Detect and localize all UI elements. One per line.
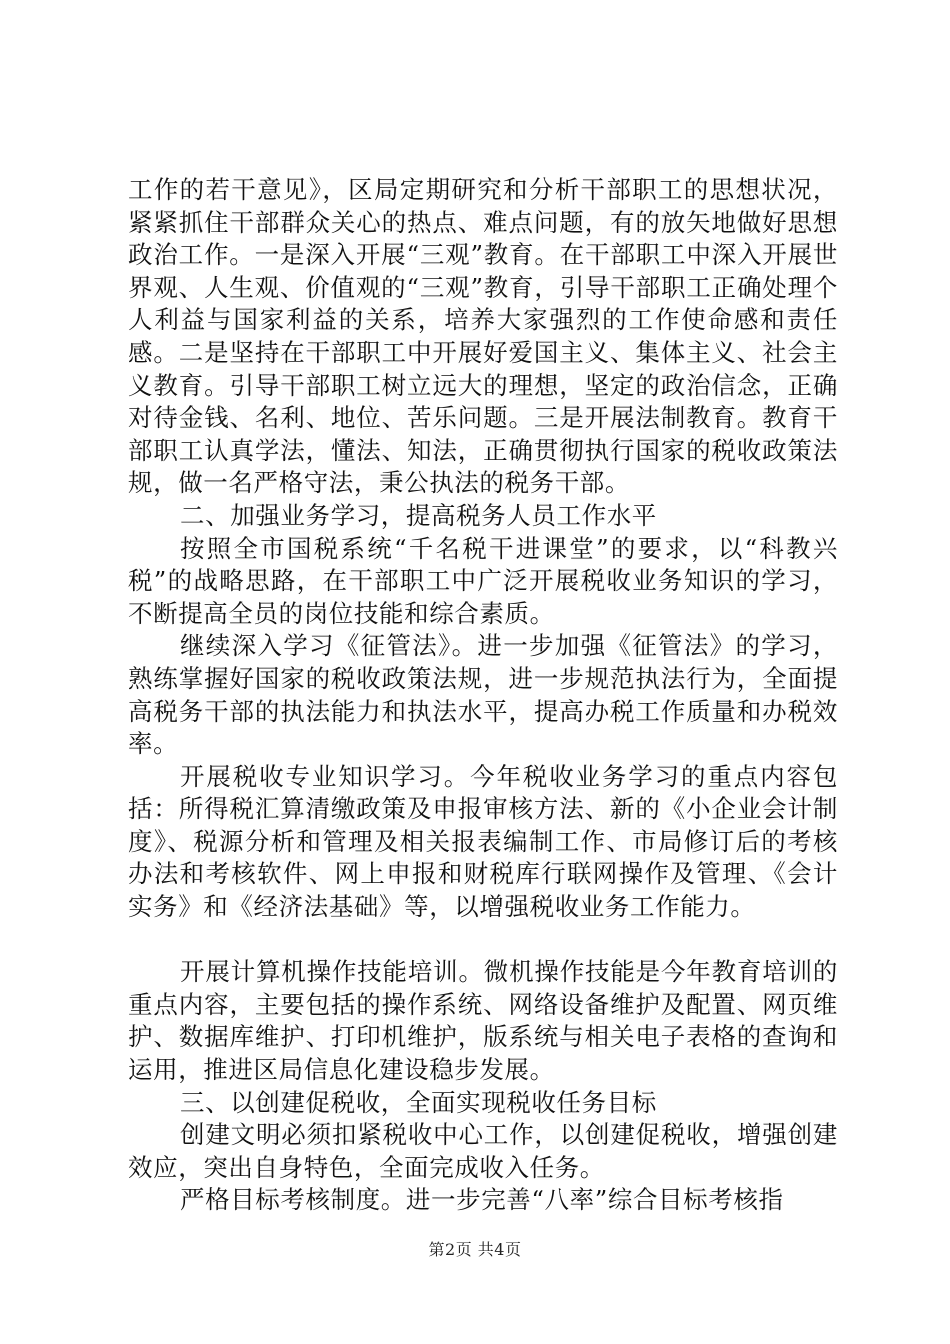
section-heading-tax-targets: 三、以创建促税收，全面实现税收任务目标 [180,1087,657,1117]
document-body [128,174,838,1217]
blank-line [128,924,838,957]
paragraph-ideological-work: 工作的若干意见》，区局定期研究和分析干部职工的思想状况，紧紧抓住干部群众关心的热点、难点问题，有的放矢地做好思想政治工作。一是深入开展“三观”教育。在干部职工中深入开展世界观、人生观、价值观的“三观”教育，引导干部职工正确处理个人利益与国家利益的关系，培养大家强烈的工作使命感和责任感。二是坚持在干部职工中开展好爱国主义、集体主义、社会主义教育。引导干部职工树立远大的理想，坚定的政治信念，正确对待金钱、名利、地位、苦乐问题。三是开展法制教育。教育干部职工认真学法，懂法、知法，正确贯彻执行国家的税收政策法规，做一名严格守法，秉公执法的税务干部。 [128,175,838,498]
section-heading-business-study: 二、加强业务学习，提高税务人员工作水平 [180,500,657,530]
paragraph-computer-training: 开展计算机操作技能培训。微机操作技能是今年教育培训的重点内容，主要包括的操作系统、网络设备维护及配置、网页维护、数据库维护、打印机维护，版系统与相关电子表格的查询和运用，推进区局信息化建设稳步发展。 [128,957,838,1085]
paragraph-target-assessment: 严格目标考核制度。进一步完善“八率”综合目标考核指 [180,1185,784,1215]
page-number-footer: 第2页 共4页 [428,1240,522,1259]
paragraph-tax-classroom: 按照全市国税系统“千名税干进课堂”的要求，以“科教兴税”的战略思路，在干部职工中广泛开展税收业务知识的学习，不断提高全员的岗位技能和综合素质。 [128,533,838,628]
paragraph-tax-knowledge: 开展税收专业知识学习。今年税收业务学习的重点内容包括：所得税汇算清缴政策及申报审核方法、新的《小企业会计制度》、税源分析和管理及相关报表编制工作、市局修订后的考核办法和考核软件、网上申报和财税库行联网操作及管理、《会计实务》和《经济法基础》等，以增强税收业务工作能力。 [128,761,838,922]
paragraph-civilization-building: 创建文明必须扣紧税收中心工作，以创建促税收，增强创建效应，突出自身特色，全面完成收入任务。 [128,1120,838,1182]
paragraph-collection-law: 继续深入学习《征管法》。进一步加强《征管法》的学习，熟练掌握好国家的税收政策法规，进一步规范执法行为，全面提高税务干部的执法能力和执法水平，提高办税工作质量和办税效率。 [128,631,838,759]
